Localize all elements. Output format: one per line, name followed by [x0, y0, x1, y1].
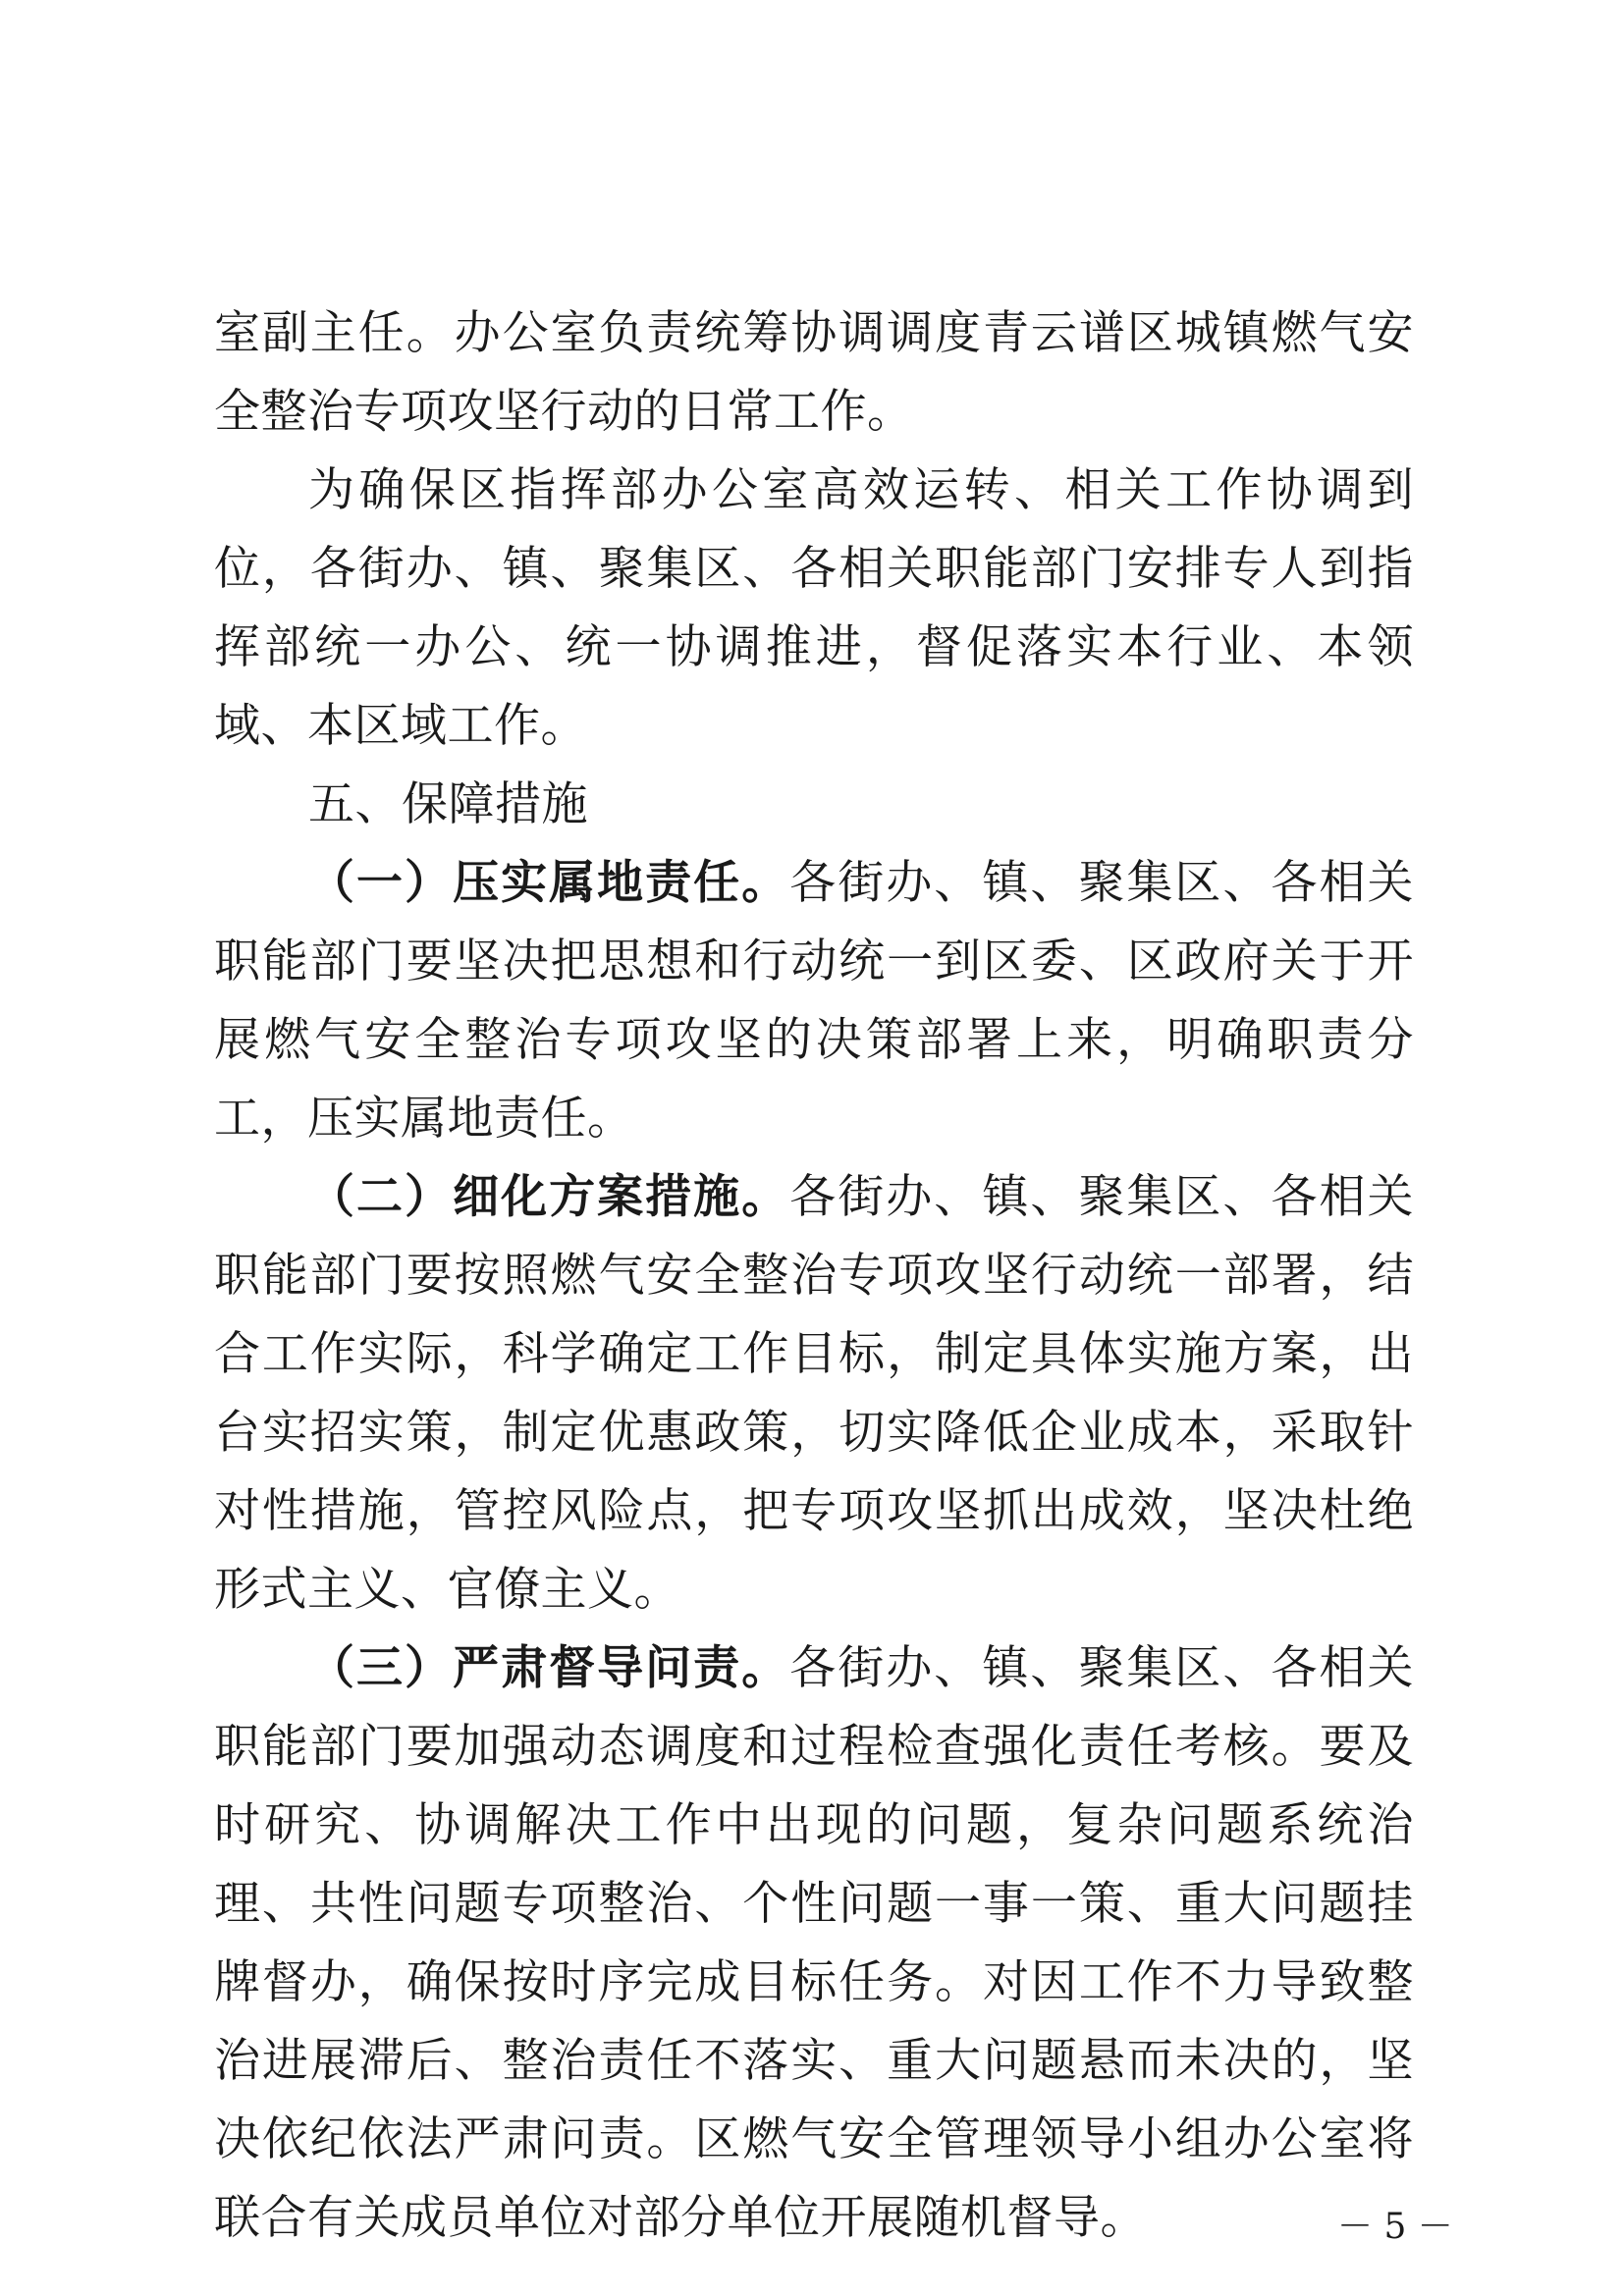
measure-item-1-heading: （一）压实属地责任。: [308, 856, 790, 910]
paragraph-office-operation: 为确保区指挥部办公室高效运转、相关工作协调到位，各街办、镇、聚集区、各相关职能部门安排专人到指挥部统一办公、统一协调推进，督促落实本行业、本领域、本区域工作。: [214, 463, 1414, 753]
measure-item-3-heading: （三）严肃督导问责。: [308, 1641, 790, 1695]
section-heading: 五、保障措施: [308, 777, 588, 831]
measure-item-2: [214, 1158, 1414, 1629]
measure-item-3: [214, 1629, 1414, 2258]
measure-item-1: [214, 844, 1414, 1158]
page-number: － 5 －: [1337, 2207, 1453, 2247]
paragraph-continuation: 室副主任。办公室负责统筹协调调度青云谱区城镇燃气安全整治专项攻坚行动的日常工作。: [214, 306, 1414, 439]
measure-item-2-heading: （二）细化方案措施。: [308, 1170, 790, 1224]
measure-item-3-body: 各街办、镇、聚集区、各相关职能部门要加强动态调度和过程检查强化责任考核。要及时研究、协调解决工作中出现的问题，复杂问题系统治理、共性问题专项整治、个性问题一事一策、重大问题挂牌督办，确保按时序完成目标任务。对因工作不力导致整治进展滞后、整治责任不落实、重大问题悬而未决的，坚决依纪依法严肃问责。区燃气安全管理领导小组办公室将联合有关成员单位对部分单位开展随机督导。: [214, 1641, 1415, 2245]
measure-item-2-body: 各街办、镇、聚集区、各相关职能部门要按照燃气安全整治专项攻坚行动统一部署，结合工作实际，科学确定工作目标，制定具体实施方案，出台实招实策，制定优惠政策，切实降低企业成本，采取针对性措施，管控风险点，把专项攻坚抓出成效，坚决杜绝形式主义、官僚主义。: [214, 1170, 1415, 1617]
document-body: [214, 294, 1414, 2258]
measure-item-1-body: 各街办、镇、聚集区、各相关职能部门要坚决把思想和行动统一到区委、区政府关于开展燃气安全整治专项攻坚的决策部署上来，明确职责分工，压实属地责任。: [214, 856, 1415, 1146]
